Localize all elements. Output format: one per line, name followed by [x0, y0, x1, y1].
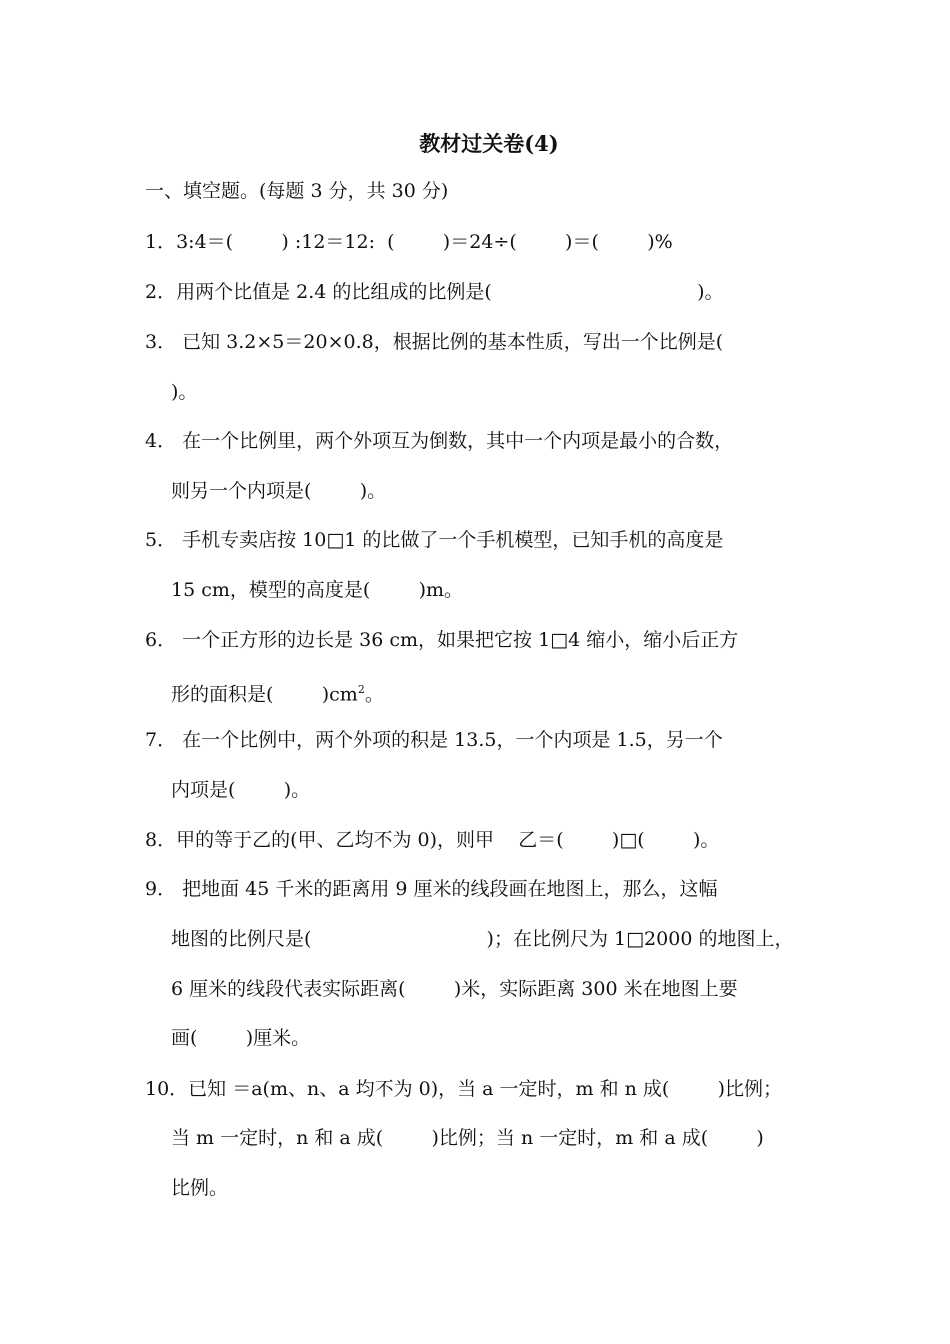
question-6-line-2 [171, 676, 384, 708]
question-9-line-3: 6 厘米的线段代表实际距离( )米，实际距离 300 米在地图上要 [171, 978, 738, 1000]
page-title: 教材过关卷(4) [419, 131, 559, 156]
question-7-line-2: 内项是( )。 [171, 779, 311, 801]
question-6-text: 形的面积是( )cm [171, 683, 358, 706]
question-10-line-3: 比例。 [171, 1177, 229, 1199]
question-3-line-2: )。 [171, 381, 198, 403]
question-7-line-1: 7． 在一个比例中，两个外项的积是 13.5，一个内项是 1.5，另一个 [145, 729, 723, 751]
question-9-line-1: 9． 把地面 45 千米的距离用 9 厘米的线段画在地图上，那么，这幅 [145, 878, 718, 900]
question-6-end: 。 [364, 683, 384, 706]
question-10-line-1: 10．已知 ＝a(m、n、a 均不为 0)，当 a 一定时，m 和 n 成( )比例； [145, 1078, 783, 1100]
question-4-line-2: 则另一个内项是( )。 [171, 480, 387, 502]
question-5-line-2: 15 cm，模型的高度是( )m。 [171, 579, 464, 601]
question-1: 1．3:4＝( ) :12＝12: ( )＝24÷( )＝( )% [145, 231, 673, 253]
question-10-line-2: 当 m 一定时，n 和 a 成( )比例；当 n 一定时，m 和 a 成( ) [171, 1127, 764, 1149]
question-5-line-1: 5． 手机专卖店按 10□1 的比做了一个手机模型，已知手机的高度是 [145, 529, 724, 551]
question-4-line-1: 4． 在一个比例里，两个外项互为倒数，其中一个内项是最小的合数， [145, 430, 734, 452]
question-8: 8．甲的等于乙的(甲、乙均不为 0)，则甲 乙＝( )□( )。 [145, 829, 720, 851]
question-2: 2．用两个比值是 2.4 的比组成的比例是( )。 [145, 281, 724, 303]
question-9-line-4: 画( )厘米。 [171, 1027, 311, 1049]
question-6-line-1: 6． 一个正方形的边长是 36 cm，如果把它按 1□4 缩小，缩小后正方 [145, 629, 739, 651]
question-3-line-1: 3． 已知 3.2×5＝20×0.8，根据比例的基本性质，写出一个比例是( [145, 331, 724, 353]
question-9-line-2: 地图的比例尺是( )；在比例尺为 1□2000 的地图上， [171, 928, 794, 950]
section-heading: 一、填空题。(每题 3 分，共 30 分) [145, 180, 449, 202]
superscript-2: 2 [357, 683, 365, 696]
